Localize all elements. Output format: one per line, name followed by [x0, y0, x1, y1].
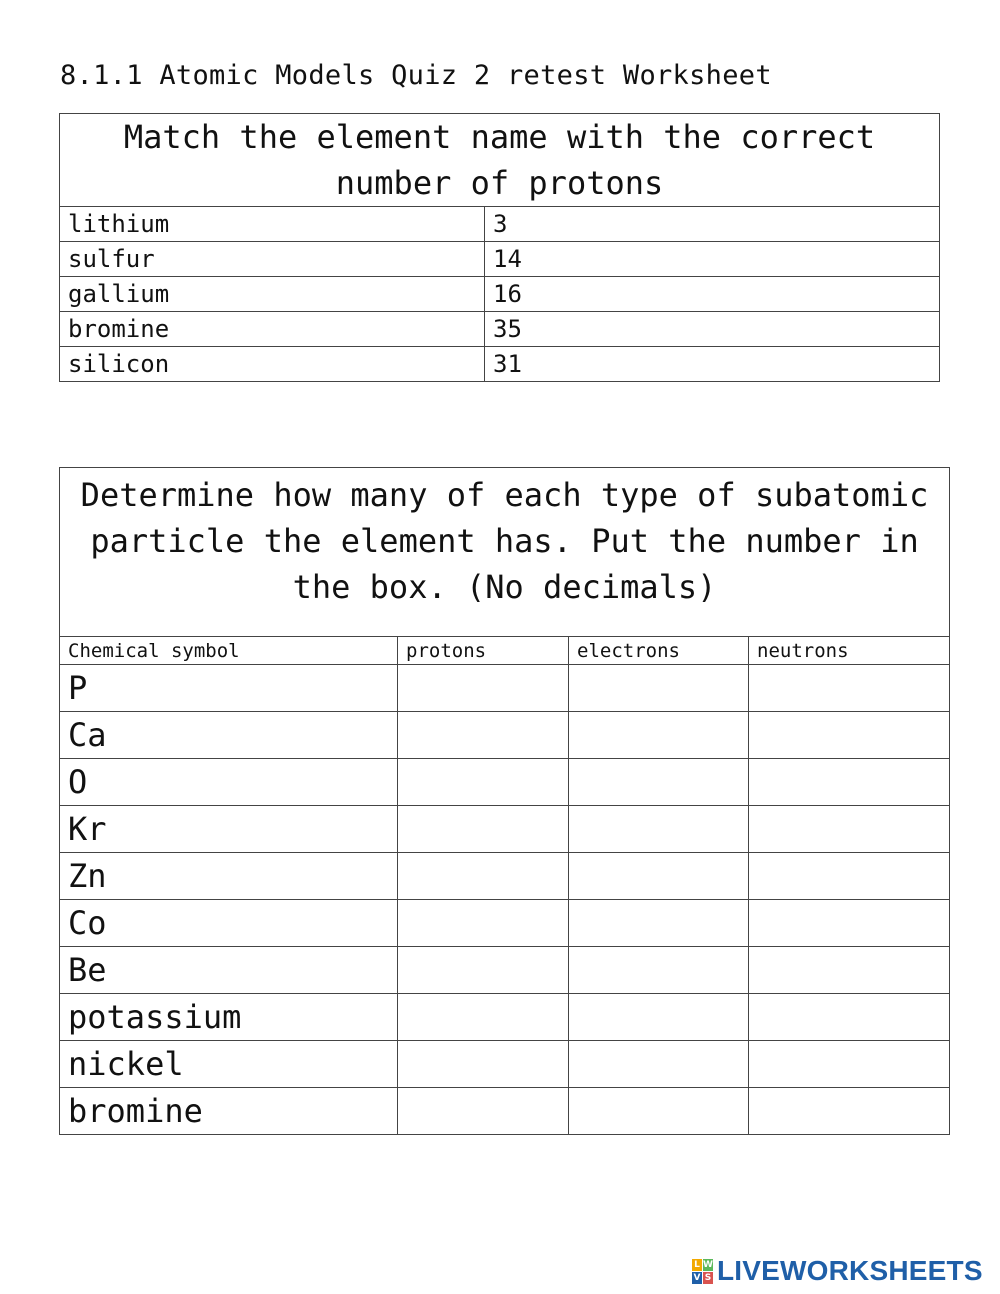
proton-count[interactable]: 16 [485, 277, 940, 312]
liveworksheets-logo [692, 1255, 983, 1287]
chemical-symbol: O [60, 759, 398, 806]
table-row [60, 277, 940, 312]
proton-count[interactable]: 3 [485, 207, 940, 242]
electrons-answer-box[interactable] [569, 994, 749, 1041]
proton-count[interactable]: 14 [485, 242, 940, 277]
neutrons-answer-box[interactable] [749, 994, 950, 1041]
neutrons-answer-box[interactable] [749, 1041, 950, 1088]
protons-answer-box[interactable] [398, 994, 569, 1041]
chemical-symbol: Zn [60, 853, 398, 900]
neutrons-answer-box[interactable] [749, 947, 950, 994]
neutrons-answer-box[interactable] [749, 665, 950, 712]
column-header-row [60, 637, 950, 665]
electrons-answer-box[interactable] [569, 1088, 749, 1135]
table-row [60, 853, 950, 900]
chemical-symbol: P [60, 665, 398, 712]
proton-count[interactable]: 31 [485, 347, 940, 382]
neutrons-answer-box[interactable] [749, 806, 950, 853]
table-row [60, 806, 950, 853]
liveworksheets-wordmark: LIVEWORKSHEETS [717, 1255, 983, 1286]
table-row [60, 665, 950, 712]
chemical-symbol: Be [60, 947, 398, 994]
liveworksheets-logo-icon: L W V S [693, 1259, 713, 1283]
chemical-symbol: bromine [60, 1088, 398, 1135]
neutrons-answer-box[interactable] [749, 1088, 950, 1135]
neutrons-answer-box[interactable] [749, 853, 950, 900]
proton-count[interactable]: 35 [485, 312, 940, 347]
neutrons-answer-box[interactable] [749, 900, 950, 947]
element-name[interactable]: silicon [60, 347, 485, 382]
particle-table-header: Determine how many of each type of subatomic particle the element has. Put the number in the box. (No decimals) [60, 468, 950, 637]
protons-answer-box[interactable] [398, 665, 569, 712]
protons-answer-box[interactable] [398, 947, 569, 994]
table-row [60, 242, 940, 277]
protons-answer-box[interactable] [398, 712, 569, 759]
protons-answer-box[interactable] [398, 806, 569, 853]
element-name[interactable]: lithium [60, 207, 485, 242]
table-row [60, 207, 940, 242]
chemical-symbol: Co [60, 900, 398, 947]
electrons-answer-box[interactable] [569, 806, 749, 853]
table-row [60, 1041, 950, 1088]
protons-answer-box[interactable] [398, 853, 569, 900]
electrons-answer-box[interactable] [569, 1041, 749, 1088]
col-header-electrons: electrons [569, 637, 749, 665]
table-row [60, 759, 950, 806]
col-header-neutrons: neutrons [749, 637, 950, 665]
table-row [60, 712, 950, 759]
table-row [60, 1088, 950, 1135]
protons-answer-box[interactable] [398, 1041, 569, 1088]
particle-table [59, 467, 950, 1135]
neutrons-answer-box[interactable] [749, 712, 950, 759]
chemical-symbol: Ca [60, 712, 398, 759]
element-name[interactable]: gallium [60, 277, 485, 312]
electrons-answer-box[interactable] [569, 900, 749, 947]
electrons-answer-box[interactable] [569, 712, 749, 759]
match-table-header: Match the element name with the correct number of protons [60, 114, 940, 207]
page-title: 8.1.1 Atomic Models Quiz 2 retest Worksheet [60, 60, 772, 91]
table-row [60, 994, 950, 1041]
table-row [60, 900, 950, 947]
table-row [60, 312, 940, 347]
chemical-symbol: potassium [60, 994, 398, 1041]
table-row [60, 347, 940, 382]
element-name[interactable]: bromine [60, 312, 485, 347]
protons-answer-box[interactable] [398, 900, 569, 947]
col-header-protons: protons [398, 637, 569, 665]
protons-answer-box[interactable] [398, 1088, 569, 1135]
chemical-symbol: nickel [60, 1041, 398, 1088]
protons-answer-box[interactable] [398, 759, 569, 806]
electrons-answer-box[interactable] [569, 853, 749, 900]
element-name[interactable]: sulfur [60, 242, 485, 277]
table-row [60, 947, 950, 994]
electrons-answer-box[interactable] [569, 947, 749, 994]
electrons-answer-box[interactable] [569, 665, 749, 712]
neutrons-answer-box[interactable] [749, 759, 950, 806]
match-table [59, 113, 940, 382]
electrons-answer-box[interactable] [569, 759, 749, 806]
col-header-symbol: Chemical symbol [60, 637, 398, 665]
chemical-symbol: Kr [60, 806, 398, 853]
